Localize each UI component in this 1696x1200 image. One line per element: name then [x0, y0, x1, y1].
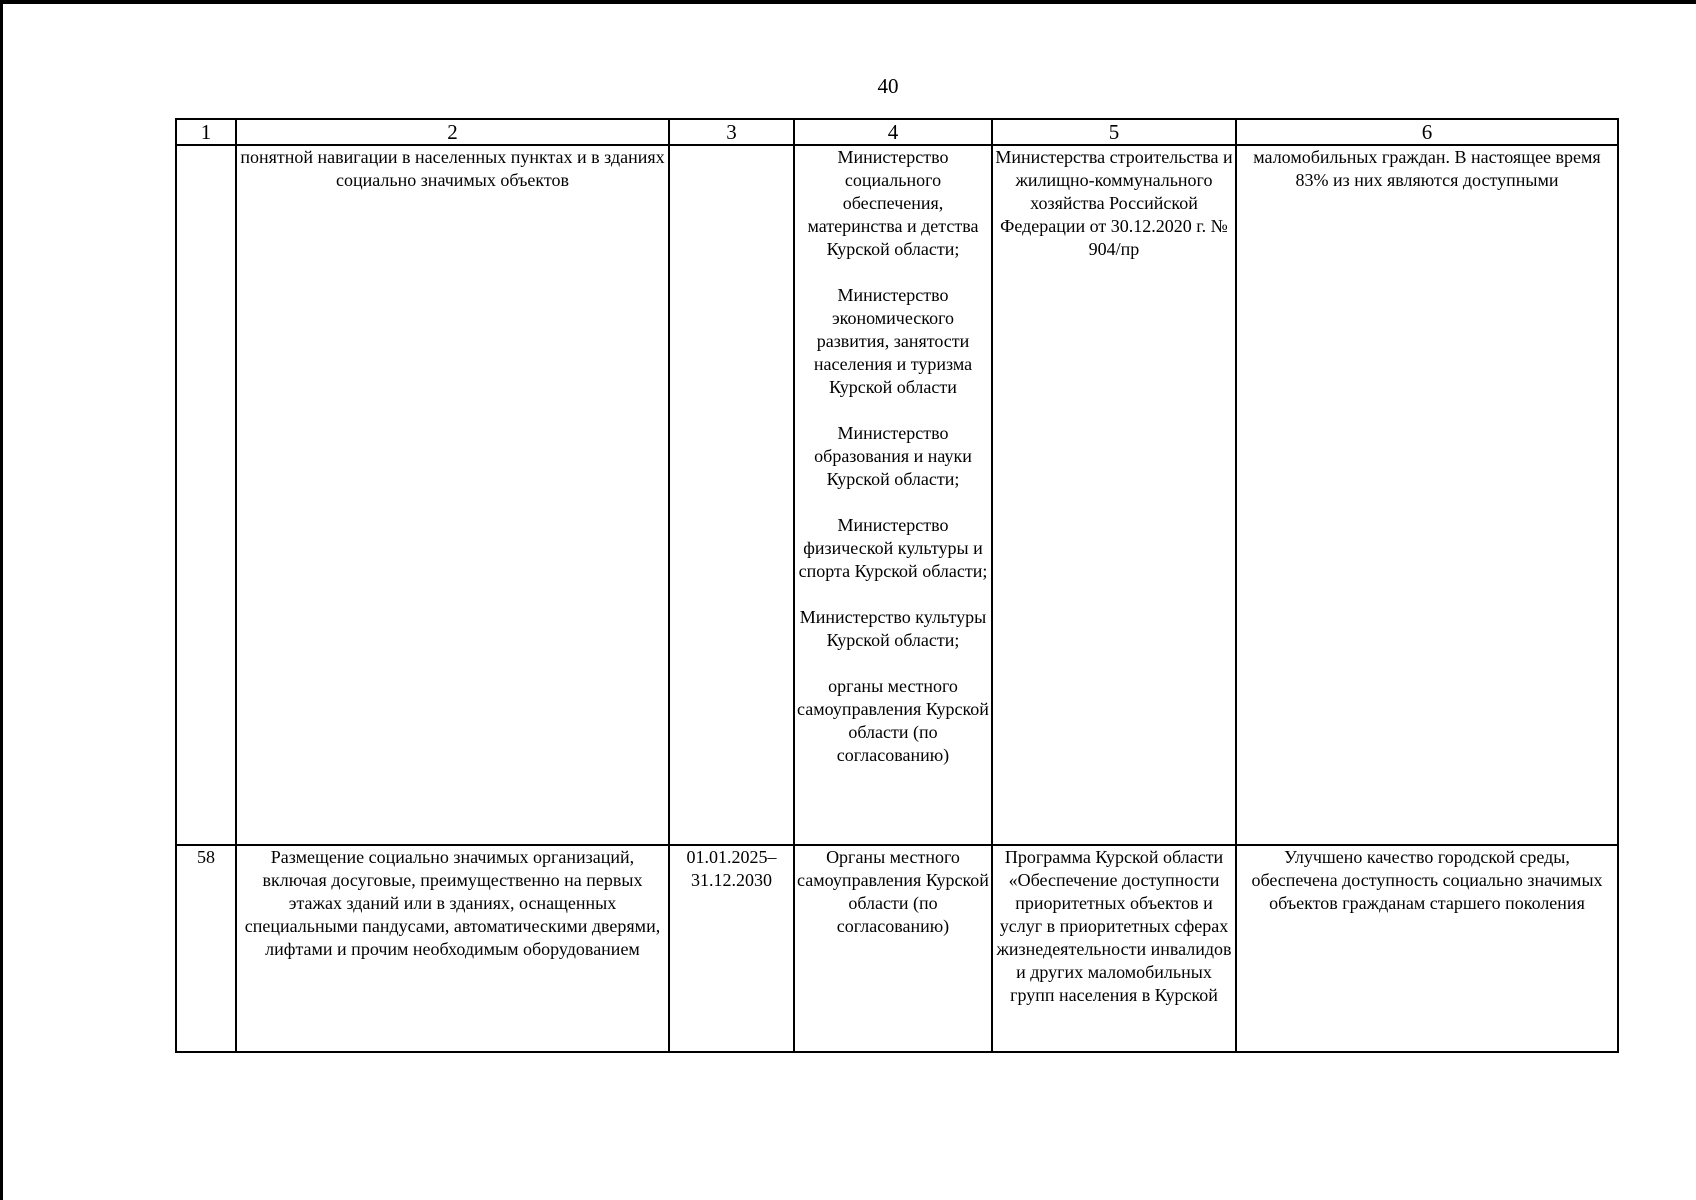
measures-table: [175, 118, 1619, 1053]
cell-measure: понятной навигации в населенных пунктах и в зданиях социально значимых объектов: [236, 145, 669, 845]
executor-block: органы местного самоуправления Курской области (по согласованию): [797, 676, 989, 765]
header-col-4: 4: [794, 119, 992, 145]
cell-number: 58: [176, 845, 236, 1052]
header-col-3: 3: [669, 119, 794, 145]
cell-basis: Министерства строительства и жилищно-коммунального хозяйства Российской Федерации от 30.12.2020 г. № 904/пр: [992, 145, 1236, 845]
executor-block: Министерство социального обеспечения, материнства и детства Курской области;: [807, 147, 979, 259]
cell-period: [669, 145, 794, 845]
executor-block: Министерство культуры Курской области;: [799, 607, 987, 650]
cell-period: 01.01.2025–31.12.2030: [669, 845, 794, 1052]
table-row-58: [176, 845, 1618, 1052]
header-col-2: 2: [236, 119, 669, 145]
cell-number: [176, 145, 236, 845]
scan-border-left: [0, 0, 3, 1200]
cell-basis: Программа Курской области «Обеспечение доступности приоритетных объектов и услуг в приоритетных сферах жизнедеятельности инвалидов и других маломобильных групп населения в Курской: [992, 845, 1236, 1052]
header-col-5: 5: [992, 119, 1236, 145]
executor-block: Министерство физической культуры и спорта Курской области;: [798, 515, 988, 581]
cell-result: Улучшено качество городской среды, обеспечена доступность социально значимых объектов гражданам старшего поколения: [1236, 845, 1618, 1052]
table-row-continuation: [176, 145, 1618, 845]
cell-measure: Размещение социально значимых организаций, включая досуговые, преимущественно на первых этажах зданий или в зданиях, оснащенных специальными пандусами, автоматическими дверями, лифтами и прочим необходимым оборудованием: [236, 845, 669, 1052]
executor-block: Министерство экономического развития, занятости населения и туризма Курской области: [813, 285, 973, 397]
cell-executors: [794, 145, 992, 845]
table-header-row: [176, 119, 1618, 145]
cell-result: маломобильных граждан. В настоящее время 83% из них являются доступными: [1236, 145, 1618, 845]
header-col-1: 1: [176, 119, 236, 145]
page-number: 40: [877, 74, 899, 98]
header-col-6: 6: [1236, 119, 1618, 145]
scan-border-top: [0, 0, 1696, 4]
cell-executors: Органы местного самоуправления Курской области (по согласованию): [794, 845, 992, 1052]
executor-block: Министерство образования и науки Курской области;: [814, 423, 972, 489]
